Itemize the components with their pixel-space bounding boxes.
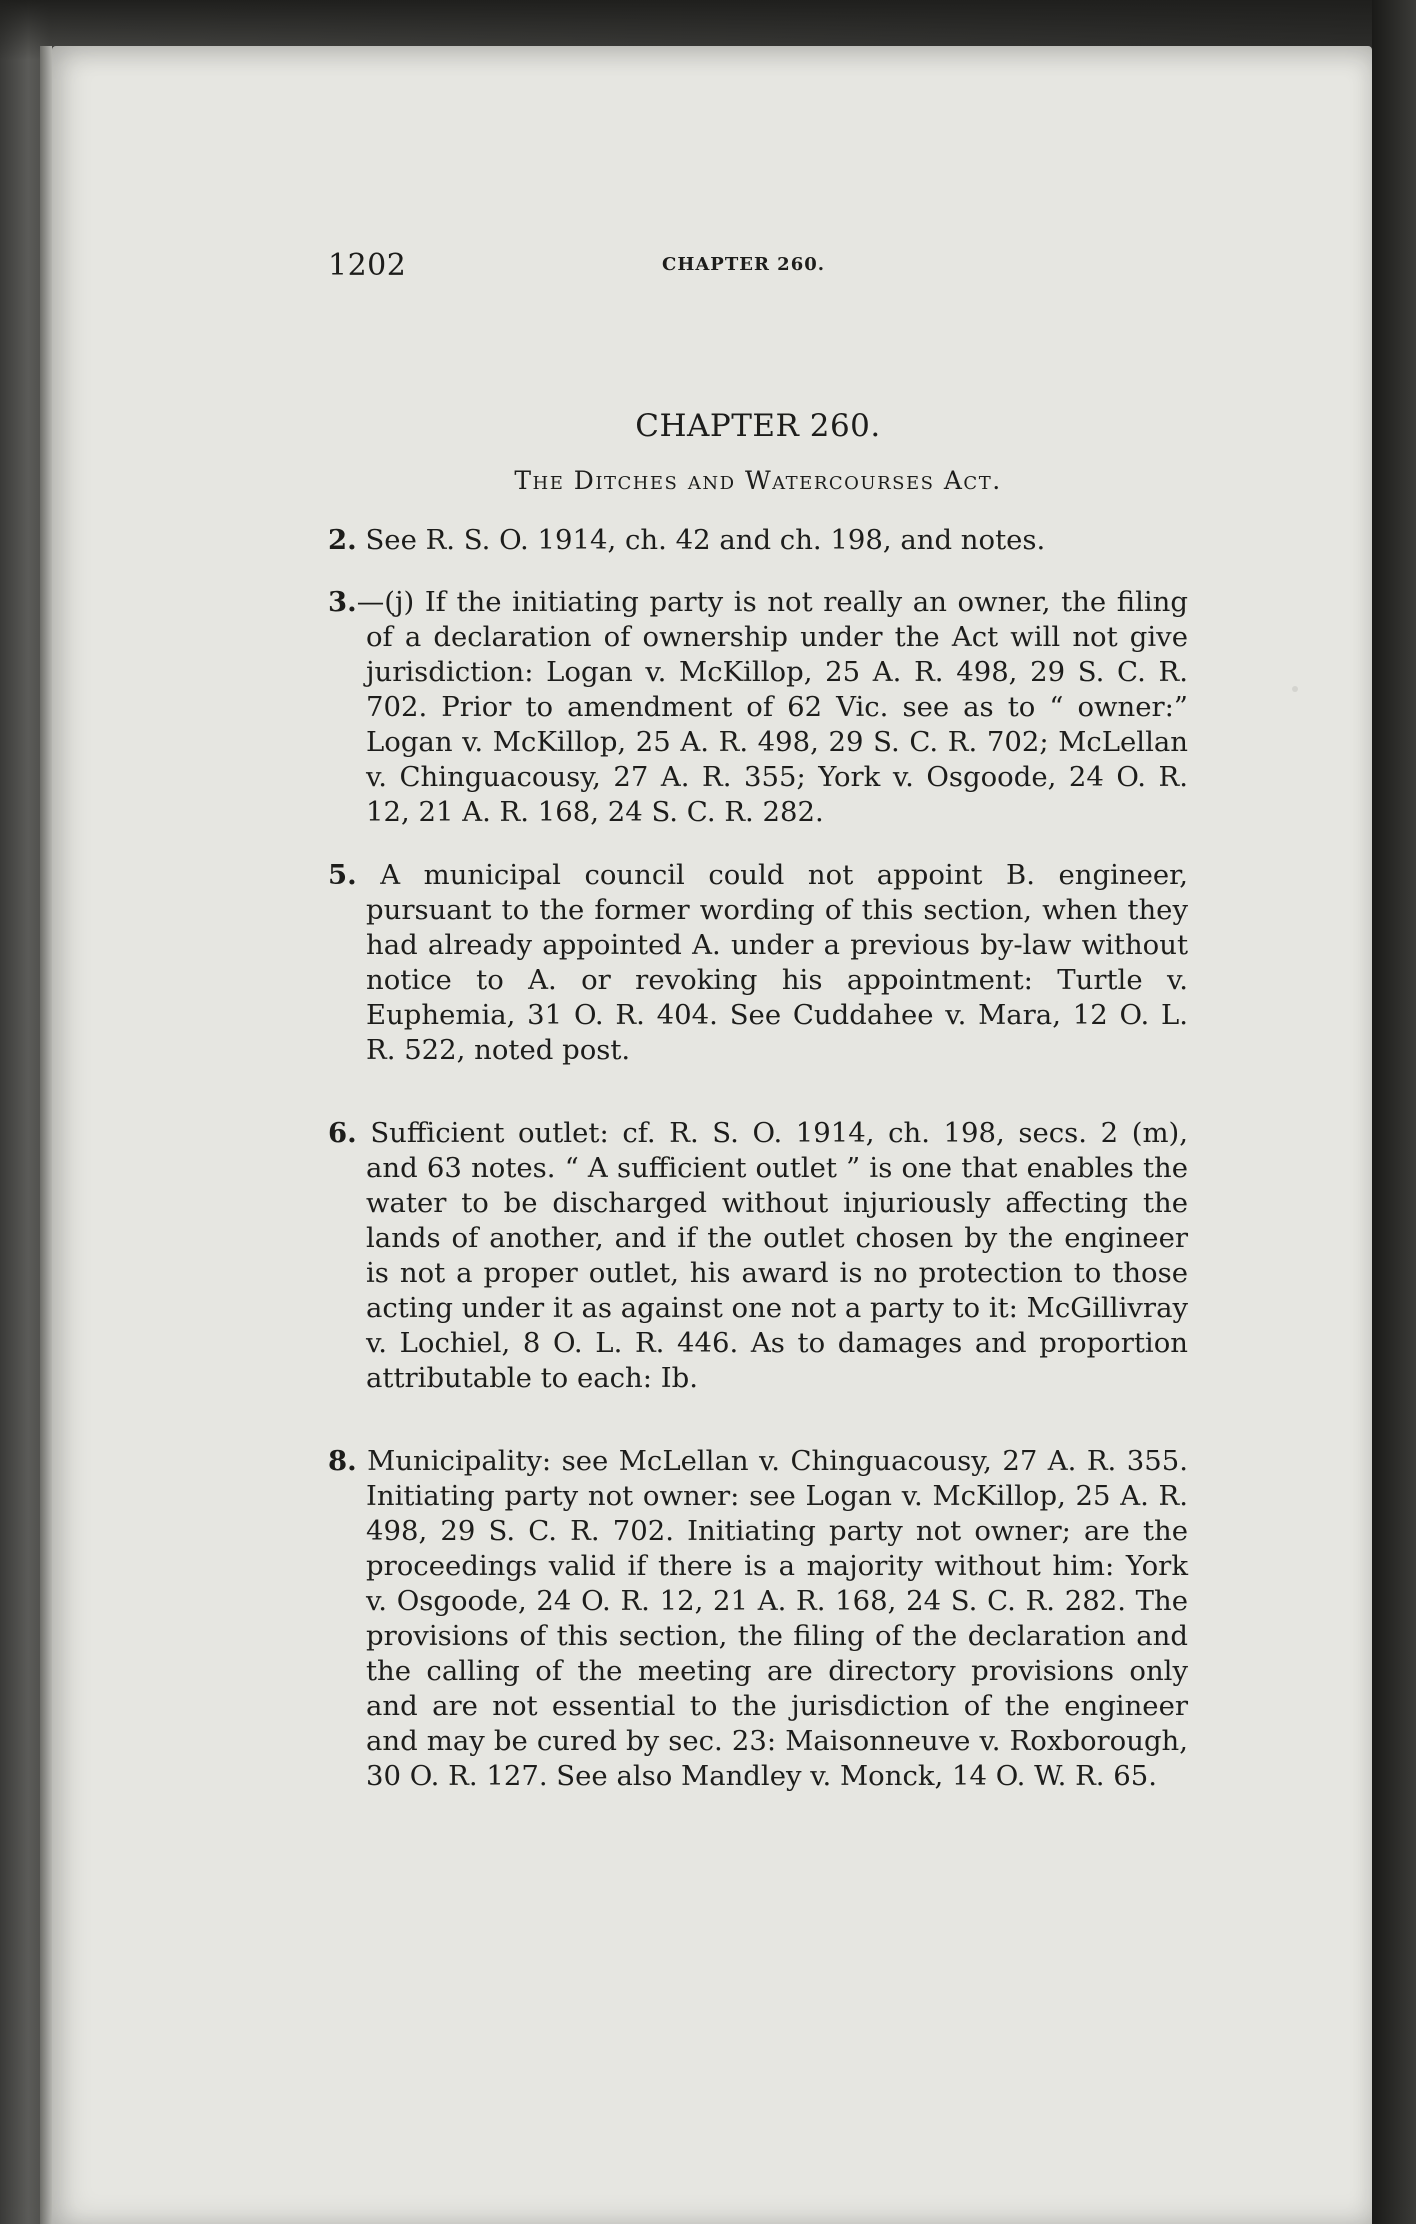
page-content [328, 240, 1188, 1808]
section-number: 3. [328, 586, 357, 618]
act-title: The Ditches and Watercourses Act. [514, 466, 1002, 495]
section-number: 2. [328, 523, 357, 556]
section-note-text: Sufficient outlet: cf. R. S. O. 1914, ch. 198, secs. 2 (m), and 63 notes. “ A sufficient outlet ” is one that enables the water to be discharged without injuriously affecting the lands of another, and if the outlet chosen by the engineer is not a proper outlet, his award is no protection to those acting under it as against one not a party to it: McGillivray v. Lochiel, 8 O. L. R. 446. As to damages and proportion attributable to each: Ib. [356, 1116, 1189, 1394]
chapter-title: CHAPTER 260. [635, 408, 881, 444]
section-note-8 [328, 1444, 1188, 1794]
section-note-5 [328, 858, 1188, 1068]
section-note-text: Municipality: see McLellan v. Chinguacousy, 27 A. R. 355. Initiating party not owner: see Logan v. McKillop, 25 A. R. 498, 29 S. C. R. 702. Initiating party not owner; are the proceedings valid if there is a majority without him: York v. Osgoode, 24 O. R. 12, 21 A. R. 168, 24 S. C. R. 282. The provisions of this section, the filing of the declaration and the calling of the meeting are directory provisions only and are not essential to the jurisdiction of the engineer and may be cured by sec. 23: Maisonneuve v. Roxborough, 30 O. R. 127. See also Mandley v. Monck, 14 O. W. R. 65. [356, 1444, 1188, 1792]
page-number: 1202 [328, 248, 407, 283]
page-stain [1292, 686, 1298, 692]
section-note-text: A municipal council could not appoint B. engineer, pursuant to the former wording of this section, when they had already appointed A. under a previous by-law without notice to A. or revoking his appointment: Turtle v. Euphemia, 31 O. R. 404. See Cuddahee v. Mara, 12 O. L. R. 522, noted post. [356, 858, 1188, 1066]
running-head [328, 240, 1188, 296]
section-note-6 [328, 1116, 1188, 1396]
section-number: 6. [328, 1116, 357, 1149]
section-number: 8. [328, 1444, 357, 1477]
book-left-edge [40, 46, 52, 2224]
section-note-2 [328, 523, 1188, 558]
section-number: 5. [328, 858, 357, 891]
section-note-text: See R. S. O. 1914, ch. 42 and ch. 198, and notes. [356, 523, 1046, 556]
section-notes [328, 523, 1188, 1794]
facing-page-edge [1372, 0, 1416, 2224]
running-title: CHAPTER 260. [662, 254, 826, 275]
section-note-3 [328, 585, 1188, 830]
section-note-text: —(j) If the initiating party is not really an owner, the filing of a declaration of ownership under the Act will not give jurisdiction: Logan v. McKillop, 25 A. R. 498, 29 S. C. R. 702. Prior to amendment of 62 Vic. see as to “ owner:” Logan v. McKillop, 25 A. R. 498, 29 S. C. R. 702; McLellan v. Chinguacousy, 27 A. R. 355; York v. Osgoode, 24 O. R. 12, 21 A. R. 168, 24 S. C. R. 282. [356, 586, 1188, 828]
